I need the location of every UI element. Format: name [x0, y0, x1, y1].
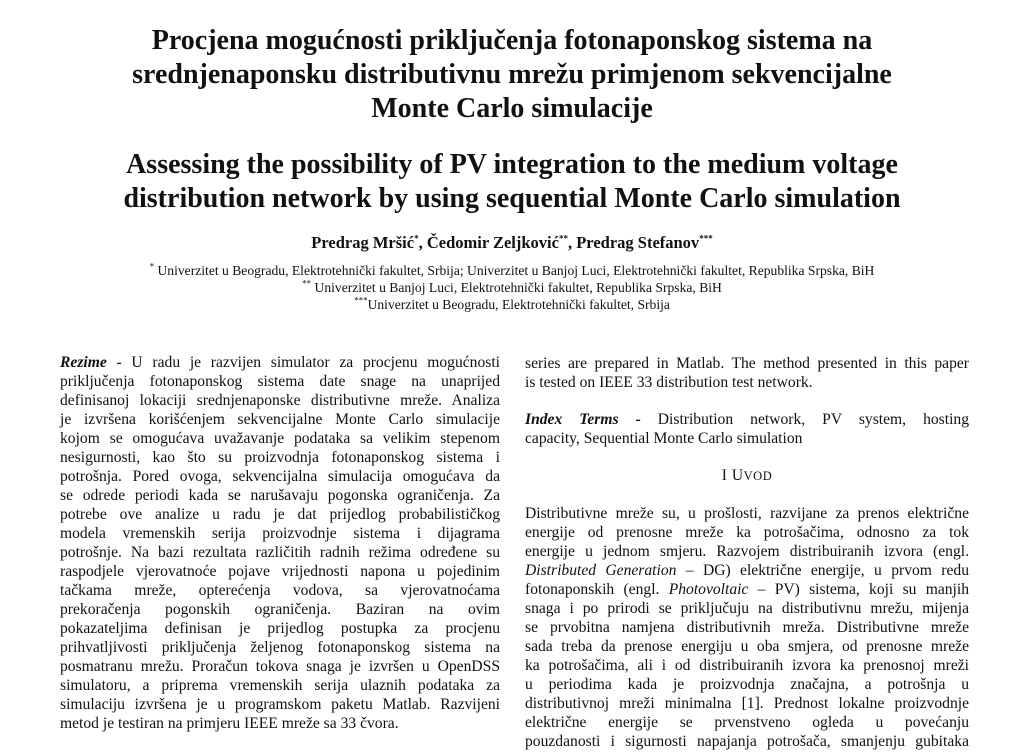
title-serbian	[0, 24, 1024, 126]
author-mark: **	[558, 233, 568, 244]
abstract-line: se odrede periodi kada se narušavaju pogonska ograničenja. Za	[60, 487, 500, 504]
intro-line: energije od prenosne mreže ka potrošačima, odnosno za tok	[525, 524, 969, 541]
abstract-line: definisanoj lokaciji srednjenaponske distributivne mreže. Analiza	[60, 392, 500, 409]
abstract-line	[60, 353, 500, 372]
spacer	[525, 392, 969, 410]
abstract-english-line: is tested on IEEE 33 distribution test network.	[525, 374, 813, 391]
abstract-line: posmatranu mrežu. Proračun tokova snaga je izvršen u OpenDSS	[60, 658, 500, 675]
author-name: Čedomir Zeljković	[426, 233, 559, 252]
abstract-line: tačkama mreže, opterećenja vodova, sa vjerovatnoćama	[60, 582, 500, 599]
intro-text: fotonaponskih (engl.	[525, 581, 669, 598]
abstract-line: modela vremenskih serija proizvodnje sistema i dijagrama	[60, 525, 500, 542]
intro-line: Distributivne mreže su, u prošlosti, razvijane za prenos električne	[525, 505, 969, 522]
intro-line	[525, 561, 969, 580]
title-line: Procjena mogućnosti priključenja fotonaponskog sistema na	[151, 25, 873, 56]
spacer	[525, 486, 969, 504]
intro-line: distributivnoj mreži minimalna [1]. Prednost lokalne proizvodnje	[525, 695, 969, 712]
term-italic: Photovoltaic	[668, 581, 749, 598]
abstract-column	[60, 353, 500, 733]
intro-line: se prvobitna namjena distributivnih mreža. Distributivne mreže	[525, 619, 969, 636]
affiliation-text: Univerzitet u Beogradu, Elektrotehnički fakultet, Srbija; Univerzitet u Banjoj Luci, Elektrotehnički fakultet, Republika Srpska, BiH	[154, 263, 875, 278]
index-terms-line: capacity, Sequential Monte Carlo simulation	[525, 430, 803, 447]
abstract-line: potrošnja. Pored ovoga, sekvencijalna simulacija omogućava da	[60, 468, 500, 485]
abstract-line: priključenja fotonaponskog sistema date snage na unaprijed	[60, 373, 500, 390]
author-separator: ,	[567, 233, 577, 252]
section-heading	[525, 466, 969, 486]
affiliation-mark: *	[149, 261, 155, 272]
abstract-text: - U radu je razvijen simulator za procjenu mogućnosti	[106, 354, 500, 371]
intro-line: u periodima kada je proizvodnja značajna, a potrošnja u	[525, 676, 969, 693]
intro-line: energije u jednom smjeru. Razvojem distribuiranih izvora (engl.	[525, 543, 969, 560]
spacer	[525, 448, 969, 466]
intro-line: ka potrošačima, ali i od distribuiranih izvora ka prenosnoj mreži	[525, 657, 969, 674]
intro-line	[525, 580, 969, 599]
title-line: Monte Carlo simulacije	[371, 93, 653, 124]
title-line: srednjenaponsku distributivnu mrežu primjenom sekvencijalne	[132, 59, 892, 90]
intro-text: – PV) sistema, koji su manjih	[748, 581, 970, 598]
intro-text: – DG) električne energije, u prvom redu	[676, 562, 969, 579]
index-terms-line	[525, 410, 969, 429]
section-title-initial: U	[731, 467, 744, 484]
abstract-line: simulaciju izvršena je u programskom paketu Matlab. Razvijeni	[60, 696, 500, 713]
intro-line: pouzdanosti i sigurnosti napajanja potrošača, smanjenju gubitaka	[525, 733, 969, 750]
section-title-rest: VOD	[743, 469, 773, 483]
abstract-line: je izvršena korišćenjem sekvencijalne Monte Carlo simulacije	[60, 411, 500, 428]
abstract-line: potrebe ove analize u radu je dat prijedlog probabilističkog	[60, 506, 500, 523]
abstract-english-line: series are prepared in Matlab. The method presented in this paper	[525, 355, 969, 372]
author-mark: ***	[699, 233, 713, 244]
abstract-line: pokazateljima definisan je prijedlog postupka za procjenu	[60, 620, 500, 637]
title-line: distribution network by using sequential Monte Carlo simulation	[123, 183, 901, 214]
abstract-heading: Rezime	[60, 354, 107, 371]
author-separator: ,	[418, 233, 427, 252]
affiliation-mark: **	[302, 278, 312, 289]
abstract-line: prekoračenja pogonskih ograničenja. Baziran na ovim	[60, 601, 500, 618]
abstract-line: nesigurnosti, kao što su proizvodnja fotonaponskog sistema i	[60, 449, 500, 466]
abstract-line: raspodjele vjerovatnoće pojave vrijednosti napona u pojedinim	[60, 563, 500, 580]
affiliations	[0, 262, 1024, 313]
affiliation-line	[0, 279, 1024, 296]
affiliation-text: Univerzitet u Beogradu, Elektrotehnički fakultet, Srbija	[367, 297, 670, 312]
abstract-line: kojom se omogućava uvažavanje podataka sa velikim stepenom	[60, 430, 500, 447]
author-name: Predrag Mršić	[311, 233, 415, 252]
abstract-line: potrošnje. Na bazi rezultata različitih radnih režima određene su	[60, 544, 500, 561]
title-english	[0, 148, 1024, 216]
abstract-line: prihvatljivosti priključenja željenog fotonaponskog sistema na	[60, 639, 500, 656]
term-italic: Distributed Generation	[525, 562, 677, 579]
affiliation-text: Univerzitet u Banjoj Luci, Elektrotehnički fakultet, Republika Srpska, BiH	[311, 280, 722, 295]
intro-line: sada treba da prenose energiju u oba smjera, od prenosne mreže	[525, 638, 969, 655]
affiliation-mark: ***	[354, 295, 368, 306]
affiliation-line	[0, 262, 1024, 279]
author-list	[0, 233, 1024, 253]
right-column	[525, 354, 969, 751]
index-terms-text: Distribution network, PV system, hosting	[640, 411, 969, 428]
intro-line: snaga i po prirodi se priključuju na distributivnu mrežu, mijenja	[525, 600, 969, 617]
abstract-line: simulatoru, a priprema vremenskih serija ulaznih podataka za	[60, 677, 500, 694]
author-name: Predrag Stefanov	[576, 233, 700, 252]
title-line: Assessing the possibility of PV integration to the medium voltage	[126, 149, 898, 180]
index-terms-heading: Index Terms -	[525, 411, 641, 428]
abstract-line: metod je testiran na primjeru IEEE mreže sa 33 čvora.	[60, 715, 399, 732]
author-mark: *	[414, 233, 419, 244]
section-number: I	[721, 467, 728, 484]
affiliation-line	[0, 296, 1024, 313]
intro-line: električne energije se prvenstveno ogleda u povećanju	[525, 714, 969, 731]
